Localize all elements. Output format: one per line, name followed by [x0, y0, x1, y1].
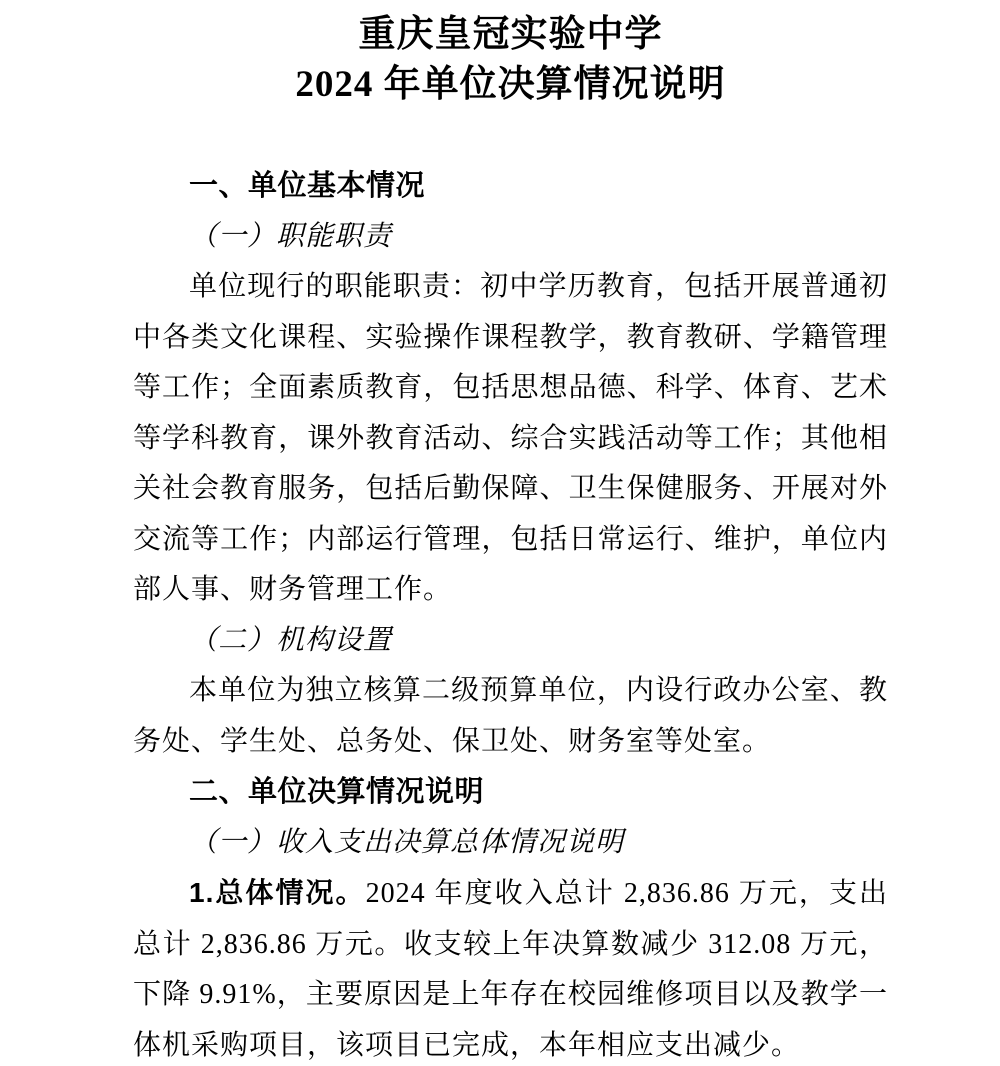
paragraph-bold-lead: 1.总体情况。 [189, 877, 366, 908]
subsection-heading: （一）收入支出决算总体情况说明 [189, 826, 625, 858]
title-line-2: 2024 年单位决算情况说明 [295, 64, 726, 105]
subsection-heading: （二）机构设置 [189, 624, 393, 656]
paragraph-text: 2024 年度收入总计 2,836.86 万元，支出总计 2,836.86 万元。收支较上年决算数减少 312.08 万元，下降 9.91%，主要原因是上年存在校园维修项目以及教学一体机采购项目，该项目已完成，本年相应支出减少。 [133, 878, 888, 1061]
document-body [133, 161, 888, 1066]
paragraph: 本单位为独立核算二级预算单位，内设行政办公室、教务处、学生处、总务处、保卫处、财务室等处室。 [133, 675, 888, 757]
section-heading: 二、单位决算情况说明 [189, 776, 485, 808]
title-line-1: 重庆皇冠实验中学 [358, 14, 663, 55]
subsection-heading: （一）职能职责 [189, 220, 393, 252]
paragraph [133, 868, 888, 1066]
document-title [133, 10, 888, 110]
paragraph: 单位现行的职能职责：初中学历教育，包括开展普通初中各类文化课程、实验操作课程教学，教育教研、学籍管理等工作；全面素质教育，包括思想品德、科学、体育、艺术等学科教育，课外教育活动、综合实践活动等工作；其他相关社会教育服务，包括后勤保障、卫生保健服务、开展对外交流等工作；内部运行管理，包括日常运行、维护，单位内部人事、财务管理工作。 [133, 271, 888, 605]
section-heading: 一、单位基本情况 [189, 170, 426, 202]
